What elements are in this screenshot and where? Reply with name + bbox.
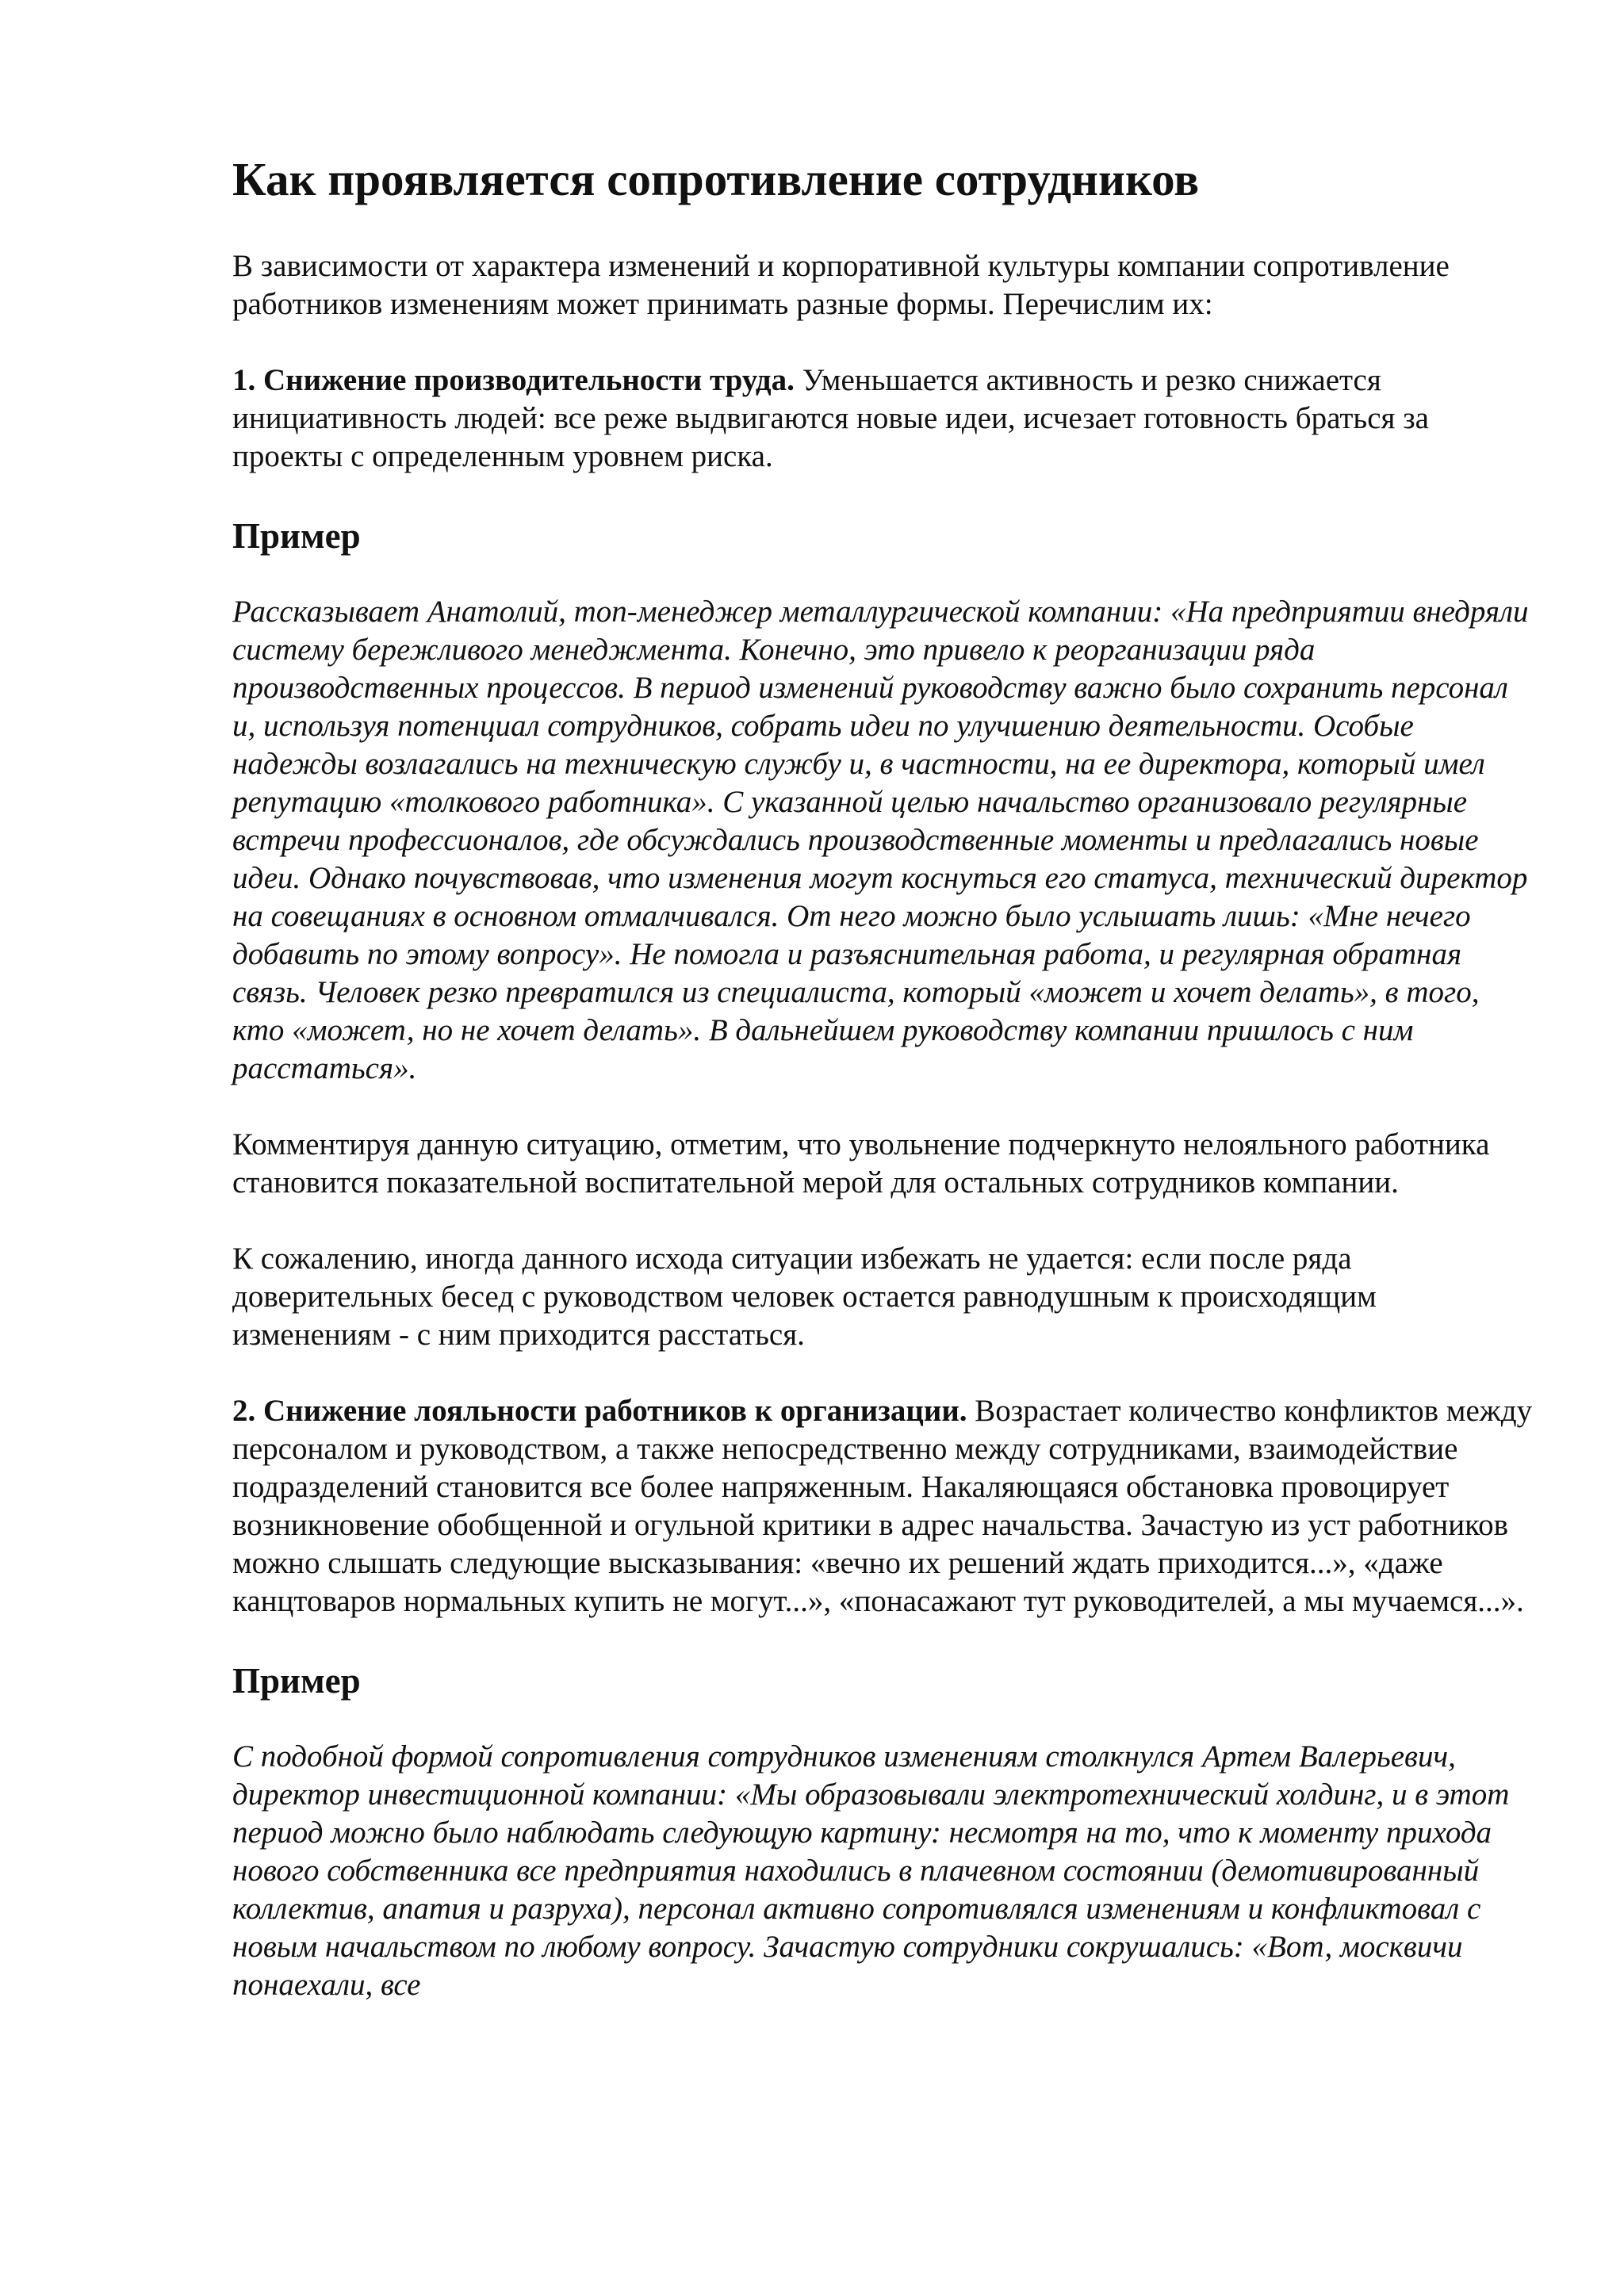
point-2-lead: 2. Снижение лояльности работников к организации.: [232, 1394, 967, 1428]
point-2-paragraph: [232, 1392, 1533, 1621]
point-1-paragraph: [232, 362, 1533, 476]
intro-paragraph: В зависимости от характера изменений и корпоративной культуры компании сопротивление работников изменениям может принимать разные формы. Перечислим их:: [232, 249, 1450, 321]
example-1-heading: Пример: [232, 516, 361, 556]
example-1-quote: Рассказывает Анатолий, топ-менеджер металлургической компании: «На предприятии внедряли систему бережливого менеджмента. Конечно, это привело к реорганизации ряда производственных процессов. В период изменений руководству важно было сохранить персонал и, используя потенциал сотрудников, собрать идеи по улучшению деятельности. Особые надежды возлагались на техническую службу и, в частности, на ее директора, который имел репутацию «толкового работника». С указанной целью начальство организовало регулярные встречи профессионалов, где обсуждались производственные моменты и предлагались новые идеи. Однако почувствовав, что изменения могут коснуться его статуса, технический директор на совещаниях в основном отмалчивался. От него можно было услышать лишь: «Мне нечего добавить по этому вопросу». Не помогла и разъяснительная работа, и регулярная обратная связь. Человек резко превратился из специалиста, который «может и хочет делать», в того, кто «может, но не хочет делать». В дальнейшем руководству компании пришлось с ним расстаться».: [232, 595, 1529, 1085]
point-2-text: Возрастает количество конфликтов между персоналом и руководством, а также непосредственно между сотрудниками, взаимодействие подразделений становится все более напряженным. Накаляющаяся обстановка провоцирует возникновение обобщенной и огульной критики в адрес начальства. Зачастую из уст работников можно слышать следующие высказывания: «вечно их решений ждать приходится...», «даже канцтоваров нормальных купить не могут...», «понасажают тут руководителей, а мы мучаемся...».: [232, 1394, 1533, 1618]
page-title: Как проявляется сопротивление сотрудников: [232, 153, 1200, 205]
comment-1-paragraph: Комментируя данную ситуацию, отметим, что увольнение подчеркнуто нелояльного работника становится показательной воспитательной мерой для остальных сотрудников компании.: [232, 1127, 1490, 1200]
example-2-heading: Пример: [232, 1661, 361, 1701]
example-2-quote: С подобной формой сопротивления сотрудников изменениям столкнулся Артем Валерьевич, директор инвестиционной компании: «Мы образовывали электротехнический холдинг, и в этот период можно было наблюдать следующую картину: несмотря на то, что к моменту прихода нового собственника все предприятия находились в плачевном состоянии (демотивированный коллектив, апатия и разруха), персонал активно сопротивлялся изменениям и конфликтовал с новым начальством по любому вопросу. Зачастую сотрудники сокрушались: «Вот, москвичи понаехали, все: [232, 1739, 1510, 2002]
point-1-lead: 1. Снижение производительности труда.: [232, 363, 795, 397]
point-1-text: Уменьшается активность и резко снижается инициативность людей: все реже выдвигаются новые идеи, исчезает готовность браться за проекты с определенным уровнем риска.: [232, 363, 1429, 473]
document-page: [232, 151, 1533, 2004]
comment-2-paragraph: К сожалению, иногда данного исхода ситуации избежать не удается: если после ряда доверительных бесед с руководством человек остается равнодушным к происходящим изменениям - с ним приходится расстаться.: [232, 1242, 1377, 1352]
